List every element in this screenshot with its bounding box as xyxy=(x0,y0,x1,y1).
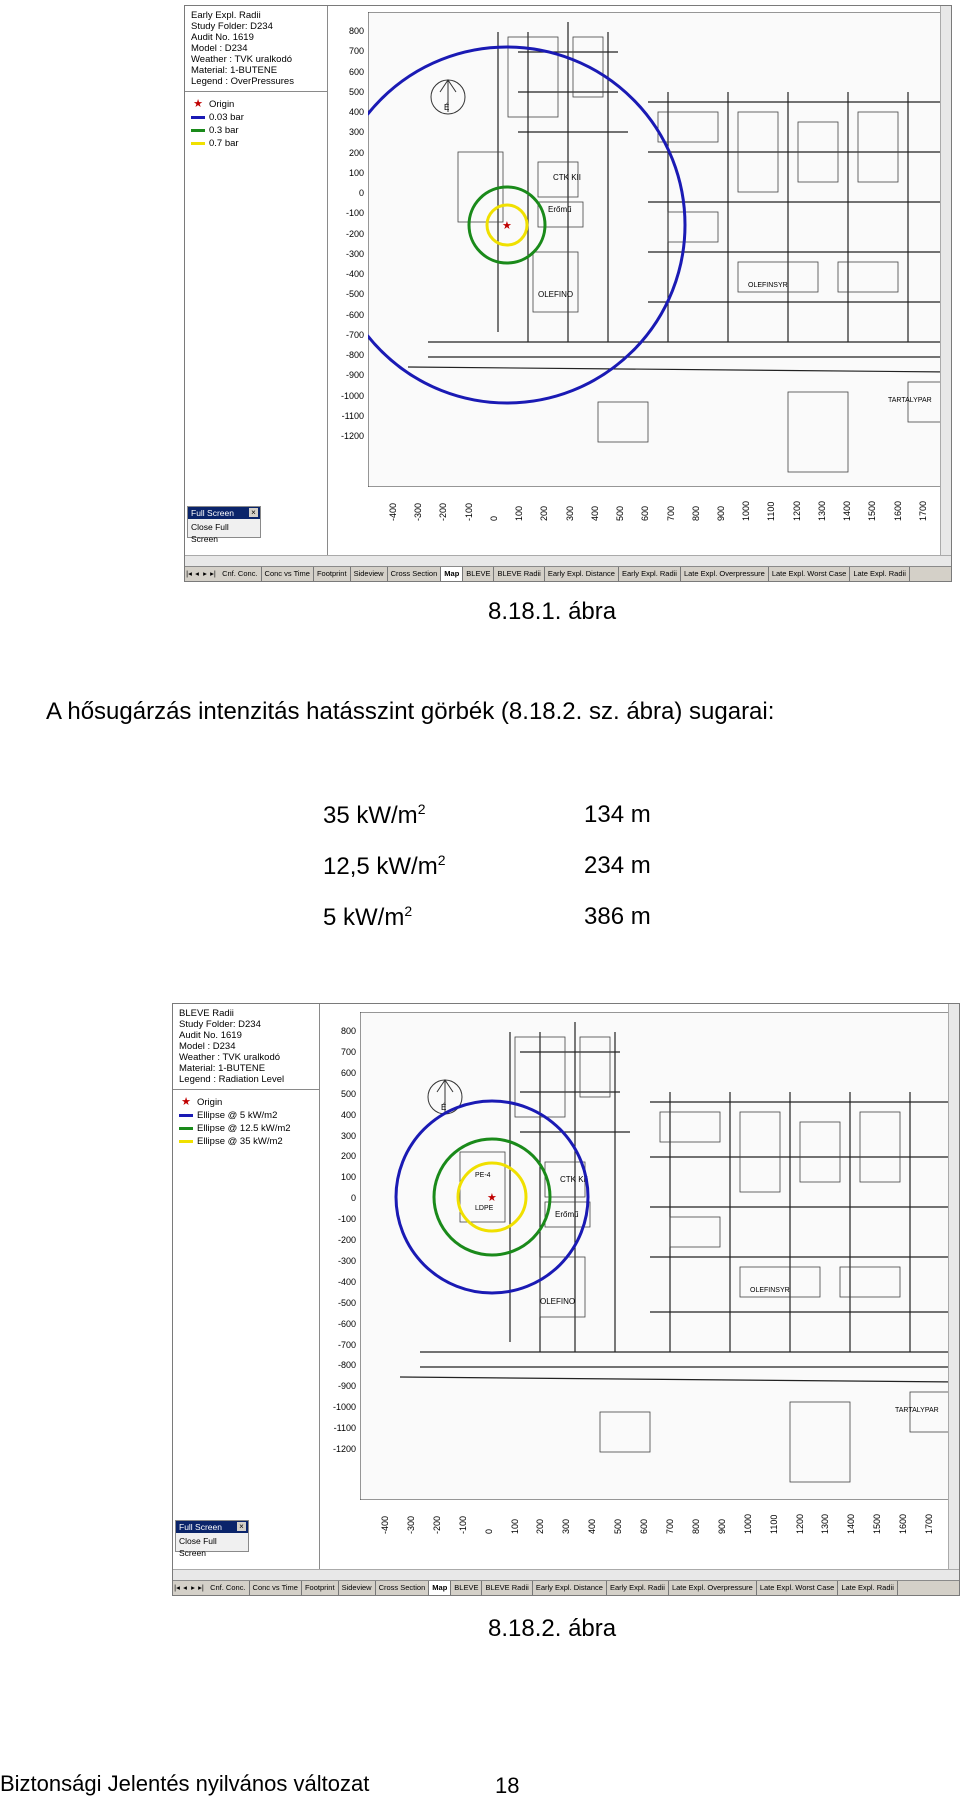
y-tick-label: -700 xyxy=(345,329,364,340)
horizontal-scrollbar[interactable] xyxy=(185,555,951,566)
horizontal-scrollbar[interactable] xyxy=(173,1569,959,1580)
y-tick-label: -200 xyxy=(337,1235,356,1245)
x-tick-label: 200 xyxy=(535,1518,546,1534)
y-tick-label: 700 xyxy=(340,1046,356,1057)
last-tab-icon[interactable]: ▸| xyxy=(210,569,216,578)
y-tick-label: -1200 xyxy=(332,1444,356,1454)
y-tick-label: 200 xyxy=(348,147,364,158)
legend-label: 0.3 bar xyxy=(209,125,239,136)
tab-late-expl-worst-case[interactable]: Late Expl. Worst Case xyxy=(769,567,850,581)
info-line: Material: 1-BUTENE xyxy=(191,65,278,76)
svg-text:É: É xyxy=(444,103,450,112)
tab-late-expl-overpressure[interactable]: Late Expl. Overpressure xyxy=(681,567,769,581)
legend-keys xyxy=(185,92,327,156)
page-number: 18 xyxy=(495,1773,520,1798)
map-label: OLEFINSYR xyxy=(748,282,788,289)
x-tick-label: 700 xyxy=(665,505,676,521)
y-tick-label: -1200 xyxy=(340,431,364,441)
tab-bar xyxy=(185,566,951,581)
y-tick-label: 800 xyxy=(348,26,364,36)
legend-label: Origin xyxy=(209,99,235,110)
tab-sideview[interactable]: Sideview xyxy=(351,567,388,581)
map-label: PE-4 xyxy=(475,1172,491,1179)
y-tick-label: 100 xyxy=(348,167,364,178)
y-tick-label: -1100 xyxy=(333,1423,356,1434)
close-full-screen-button[interactable]: Close Full Screen xyxy=(179,1536,217,1558)
y-tick-label: -1000 xyxy=(340,390,364,401)
y-tick-label: 0 xyxy=(350,1193,356,1204)
line-swatch-icon xyxy=(191,142,205,145)
legend-item xyxy=(179,1135,313,1148)
radius-cell: 134 m xyxy=(584,801,651,828)
y-tick-label: -800 xyxy=(337,1360,356,1371)
tab-bleve[interactable]: BLEVE xyxy=(451,1581,482,1595)
map-label: TARTALYPAR xyxy=(888,397,932,404)
x-tick-label: -300 xyxy=(413,502,424,521)
info-line: BLEVE Radii xyxy=(179,1008,234,1019)
x-tick-label: 500 xyxy=(615,505,626,521)
x-tick-label: 300 xyxy=(561,1518,572,1534)
legend-item xyxy=(179,1122,313,1135)
y-tick-label: 500 xyxy=(340,1088,356,1099)
full-screen-toolbar xyxy=(175,1520,249,1558)
vertical-scrollbar[interactable] xyxy=(940,6,951,555)
tab-early-expl-radii[interactable]: Early Expl. Radii xyxy=(619,567,681,581)
x-tick-label: 700 xyxy=(665,1518,675,1534)
next-tab-icon[interactable]: ▸ xyxy=(191,1583,195,1592)
line-swatch-icon xyxy=(179,1140,193,1143)
info-line: Study Folder: D234 xyxy=(191,21,273,32)
x-tick-label: 900 xyxy=(715,505,726,521)
vertical-scrollbar[interactable] xyxy=(948,1004,959,1569)
level-cell: 12,5 $kW/m^2$ xyxy=(323,852,446,880)
legend-item-origin xyxy=(179,1096,313,1109)
tab-late-expl-worst-case[interactable]: Late Expl. Worst Case xyxy=(757,1581,838,1595)
legend-item xyxy=(191,124,321,137)
x-tick-label: 200 xyxy=(539,505,550,521)
y-tick-label: 200 xyxy=(340,1151,356,1162)
y-tick-label: -400 xyxy=(345,269,364,279)
map-label: CTK KII xyxy=(560,1175,589,1184)
info-line: Material: 1-BUTENE xyxy=(179,1063,266,1074)
x-tick-label: 600 xyxy=(640,505,651,521)
x-tick-label: 1500 xyxy=(867,500,878,521)
footer-text: Biztonsági Jelentés nyilvános változat xyxy=(0,1771,370,1796)
y-tick-label: 300 xyxy=(340,1130,356,1141)
y-tick-label: 800 xyxy=(340,1026,356,1036)
x-tick-label: -200 xyxy=(431,1515,442,1534)
map-label: OLEFINO xyxy=(540,1297,576,1306)
info-line: Weather : TVK uralkodó xyxy=(191,54,293,65)
x-tick-label: 400 xyxy=(587,1518,598,1534)
tab-cnf-conc[interactable]: Cnf. Conc. xyxy=(207,1581,249,1595)
figure-2-screenshot xyxy=(172,1003,960,1596)
y-tick-label: 400 xyxy=(348,107,364,117)
x-tick-label: 500 xyxy=(613,1518,624,1534)
y-tick-label: 600 xyxy=(348,66,364,77)
info-line: Audit No. 1619 xyxy=(179,1030,242,1041)
y-tick-label: -900 xyxy=(337,1381,356,1392)
x-tick-label: 800 xyxy=(690,505,701,521)
legend-panel xyxy=(185,6,328,555)
x-tick-label: 1000 xyxy=(742,1513,753,1534)
tab-early-expl-radii[interactable]: Early Expl. Radii xyxy=(607,1581,669,1595)
x-tick-label: 0 xyxy=(483,1528,494,1534)
info-line: Legend : OverPressures xyxy=(191,76,294,87)
x-tick-label: 1400 xyxy=(846,1513,857,1534)
info-line: Model : D234 xyxy=(191,43,248,54)
tab-early-expl-distance[interactable]: Early Expl. Distance xyxy=(545,567,619,581)
tab-cross-section[interactable]: Cross Section xyxy=(376,1581,430,1595)
tab-map[interactable]: Map xyxy=(429,1581,451,1595)
map-plot-1[interactable] xyxy=(328,6,941,540)
legend-label: Ellipse @ 12.5 kW/m2 xyxy=(197,1123,291,1134)
x-tick-label: 1600 xyxy=(898,1513,909,1534)
y-tick-label: -700 xyxy=(337,1339,356,1350)
tab-cross-section[interactable]: Cross Section xyxy=(388,567,442,581)
next-tab-icon[interactable]: ▸ xyxy=(203,569,207,578)
x-tick-label: 1700 xyxy=(924,1513,935,1534)
map-label: Erőmű xyxy=(548,205,572,214)
x-tick-label: 1700 xyxy=(917,500,928,521)
line-swatch-icon xyxy=(179,1114,193,1117)
map-label: OLEFINO xyxy=(538,290,574,299)
first-tab-icon[interactable]: |◂ xyxy=(174,1583,180,1592)
map-label: Erőmű xyxy=(555,1210,579,1219)
full-screen-title: Full Screen × xyxy=(188,507,260,519)
x-tick-label: 300 xyxy=(564,505,575,521)
last-tab-icon[interactable]: ▸| xyxy=(198,1583,204,1592)
info-line: Weather : TVK uralkodó xyxy=(179,1052,281,1063)
x-tick-label: 1300 xyxy=(820,1513,831,1534)
figure-1-caption: 8.18.1. ábra xyxy=(488,598,617,625)
star-icon: ★ xyxy=(181,1096,191,1108)
study-info xyxy=(173,1004,319,1090)
tab-conc-vs-time[interactable]: Conc vs Time xyxy=(262,567,314,581)
x-tick-label: 1000 xyxy=(741,500,752,521)
y-tick-label: -500 xyxy=(337,1297,356,1308)
tab-cnf-conc[interactable]: Cnf. Conc. xyxy=(219,567,261,581)
y-tick-label: -100 xyxy=(337,1214,356,1225)
y-tick-label: -400 xyxy=(337,1276,356,1287)
prev-tab-icon[interactable]: ◂ xyxy=(195,569,199,578)
legend-panel xyxy=(173,1004,320,1569)
x-tick-label: 600 xyxy=(639,1518,650,1534)
legend-label: 0.03 bar xyxy=(209,112,244,123)
legend-label: 0.7 bar xyxy=(209,138,239,149)
x-tick-label: -100 xyxy=(463,502,474,521)
x-tick-label: 1500 xyxy=(872,1513,883,1534)
x-tick-label: -200 xyxy=(438,502,449,521)
first-tab-icon[interactable]: |◂ xyxy=(186,569,192,578)
legend-item xyxy=(191,137,321,150)
figure-1-screenshot xyxy=(184,5,952,582)
level-cell: 35 $kW/m^2$ xyxy=(323,801,426,829)
tab-map[interactable]: Map xyxy=(441,567,463,581)
x-tick-label: -100 xyxy=(457,1515,468,1534)
map-label: CTK KII xyxy=(553,173,582,182)
y-tick-label: -100 xyxy=(345,208,364,219)
y-tick-label: -600 xyxy=(345,309,364,320)
close-icon[interactable]: × xyxy=(237,1522,246,1531)
figure-2-caption: 8.18.2. ábra xyxy=(488,1615,617,1642)
legend-item xyxy=(179,1109,313,1122)
tab-sideview[interactable]: Sideview xyxy=(339,1581,376,1595)
info-line: Study Folder: D234 xyxy=(179,1019,261,1030)
x-tick-label: 400 xyxy=(589,505,600,521)
y-tick-label: 300 xyxy=(348,127,364,138)
line-swatch-icon xyxy=(191,116,205,119)
x-tick-label: 800 xyxy=(690,1518,701,1534)
x-tick-label: 1200 xyxy=(794,1513,805,1534)
x-tick-label: 900 xyxy=(716,1518,727,1534)
legend-item xyxy=(191,111,321,124)
tab-footprint[interactable]: Footprint xyxy=(302,1581,339,1595)
y-tick-label: -200 xyxy=(345,228,364,239)
origin-marker-icon: ★ xyxy=(487,1192,497,1204)
x-tick-label: 1300 xyxy=(816,500,827,521)
study-info xyxy=(185,6,327,92)
full-screen-title: Full Screen × xyxy=(176,1521,248,1533)
y-tick-label: 500 xyxy=(348,86,364,97)
x-tick-label: 1200 xyxy=(791,500,802,521)
info-line: Legend : Radiation Level xyxy=(179,1074,285,1085)
x-tick-label: 100 xyxy=(514,505,525,521)
legend-label: Ellipse @ 35 kW/m2 xyxy=(197,1136,283,1147)
tab-late-expl-radii[interactable]: Late Expl. Radii xyxy=(838,1581,898,1595)
full-screen-toolbar xyxy=(187,506,261,544)
star-icon: ★ xyxy=(193,98,203,110)
level-cell: 5 $kW/m^2$ xyxy=(323,903,413,931)
close-full-screen-button[interactable]: Close Full Screen xyxy=(191,522,229,544)
y-tick-label: -300 xyxy=(345,248,364,259)
line-swatch-icon xyxy=(191,129,205,132)
legend-label: Origin xyxy=(197,1097,223,1108)
info-line: Audit No. 1619 xyxy=(191,32,254,43)
site-map xyxy=(360,1012,960,1500)
svg-text:É: É xyxy=(441,1103,447,1112)
x-tick-label: 1100 xyxy=(768,1514,779,1534)
close-icon[interactable]: × xyxy=(249,508,258,517)
tab-bar xyxy=(173,1580,959,1595)
x-tick-label: 1600 xyxy=(892,500,903,521)
tab-footprint[interactable]: Footprint xyxy=(314,567,351,581)
tab-bleve-radii[interactable]: BLEVE Radii xyxy=(494,567,544,581)
y-tick-label: -500 xyxy=(345,289,364,300)
y-tick-label: -800 xyxy=(345,350,364,360)
x-tick-label: 1100 xyxy=(766,501,777,521)
x-tick-label: -300 xyxy=(405,1515,416,1534)
x-tick-label: -400 xyxy=(388,502,398,521)
paragraph: A hősugárzás intenzitás hatásszint görbék (8.18.2. sz. ábra) sugarai: xyxy=(46,698,775,725)
x-tick-label: 0 xyxy=(488,515,499,521)
site-map xyxy=(368,12,952,487)
x-tick-label: 1400 xyxy=(842,500,853,521)
y-tick-label: -1100 xyxy=(341,410,364,421)
map-plot-2[interactable] xyxy=(320,1004,948,1554)
x-tick-label: -400 xyxy=(380,1515,390,1534)
legend-keys xyxy=(173,1090,319,1154)
x-tick-label: 100 xyxy=(509,1518,520,1534)
origin-marker-icon: ★ xyxy=(502,220,512,232)
legend-label: Ellipse @ 5 kW/m2 xyxy=(197,1110,278,1121)
y-tick-label: -600 xyxy=(337,1318,356,1329)
line-swatch-icon xyxy=(179,1127,193,1130)
info-line: Early Expl. Radii xyxy=(191,10,261,21)
legend-item-origin xyxy=(191,98,321,111)
radius-cell: 386 m xyxy=(584,903,651,930)
y-tick-label: 0 xyxy=(358,188,364,198)
y-tick-label: 400 xyxy=(340,1109,356,1120)
info-line: Model : D234 xyxy=(179,1041,236,1052)
y-tick-label: -900 xyxy=(345,370,364,381)
y-tick-label: 700 xyxy=(348,46,364,57)
prev-tab-icon[interactable]: ◂ xyxy=(183,1583,187,1592)
y-tick-label: -300 xyxy=(337,1255,356,1266)
tab-late-expl-overpressure[interactable]: Late Expl. Overpressure xyxy=(669,1581,757,1595)
tab-conc-vs-time[interactable]: Conc vs Time xyxy=(250,1581,302,1595)
tab-early-expl-distance[interactable]: Early Expl. Distance xyxy=(533,1581,607,1595)
y-tick-label: -1000 xyxy=(332,1402,356,1413)
map-label: LDPE xyxy=(475,1205,494,1212)
y-tick-label: 600 xyxy=(340,1067,356,1078)
map-label: OLEFINSYR xyxy=(750,1287,790,1294)
map-label: TARTALYPAR xyxy=(895,1407,939,1414)
radius-cell: 234 m xyxy=(584,852,651,879)
y-tick-label: 100 xyxy=(340,1172,356,1183)
tab-bleve[interactable]: BLEVE xyxy=(463,567,494,581)
tab-bleve-radii[interactable]: BLEVE Radii xyxy=(482,1581,532,1595)
tab-late-expl-radii[interactable]: Late Expl. Radii xyxy=(850,567,910,581)
